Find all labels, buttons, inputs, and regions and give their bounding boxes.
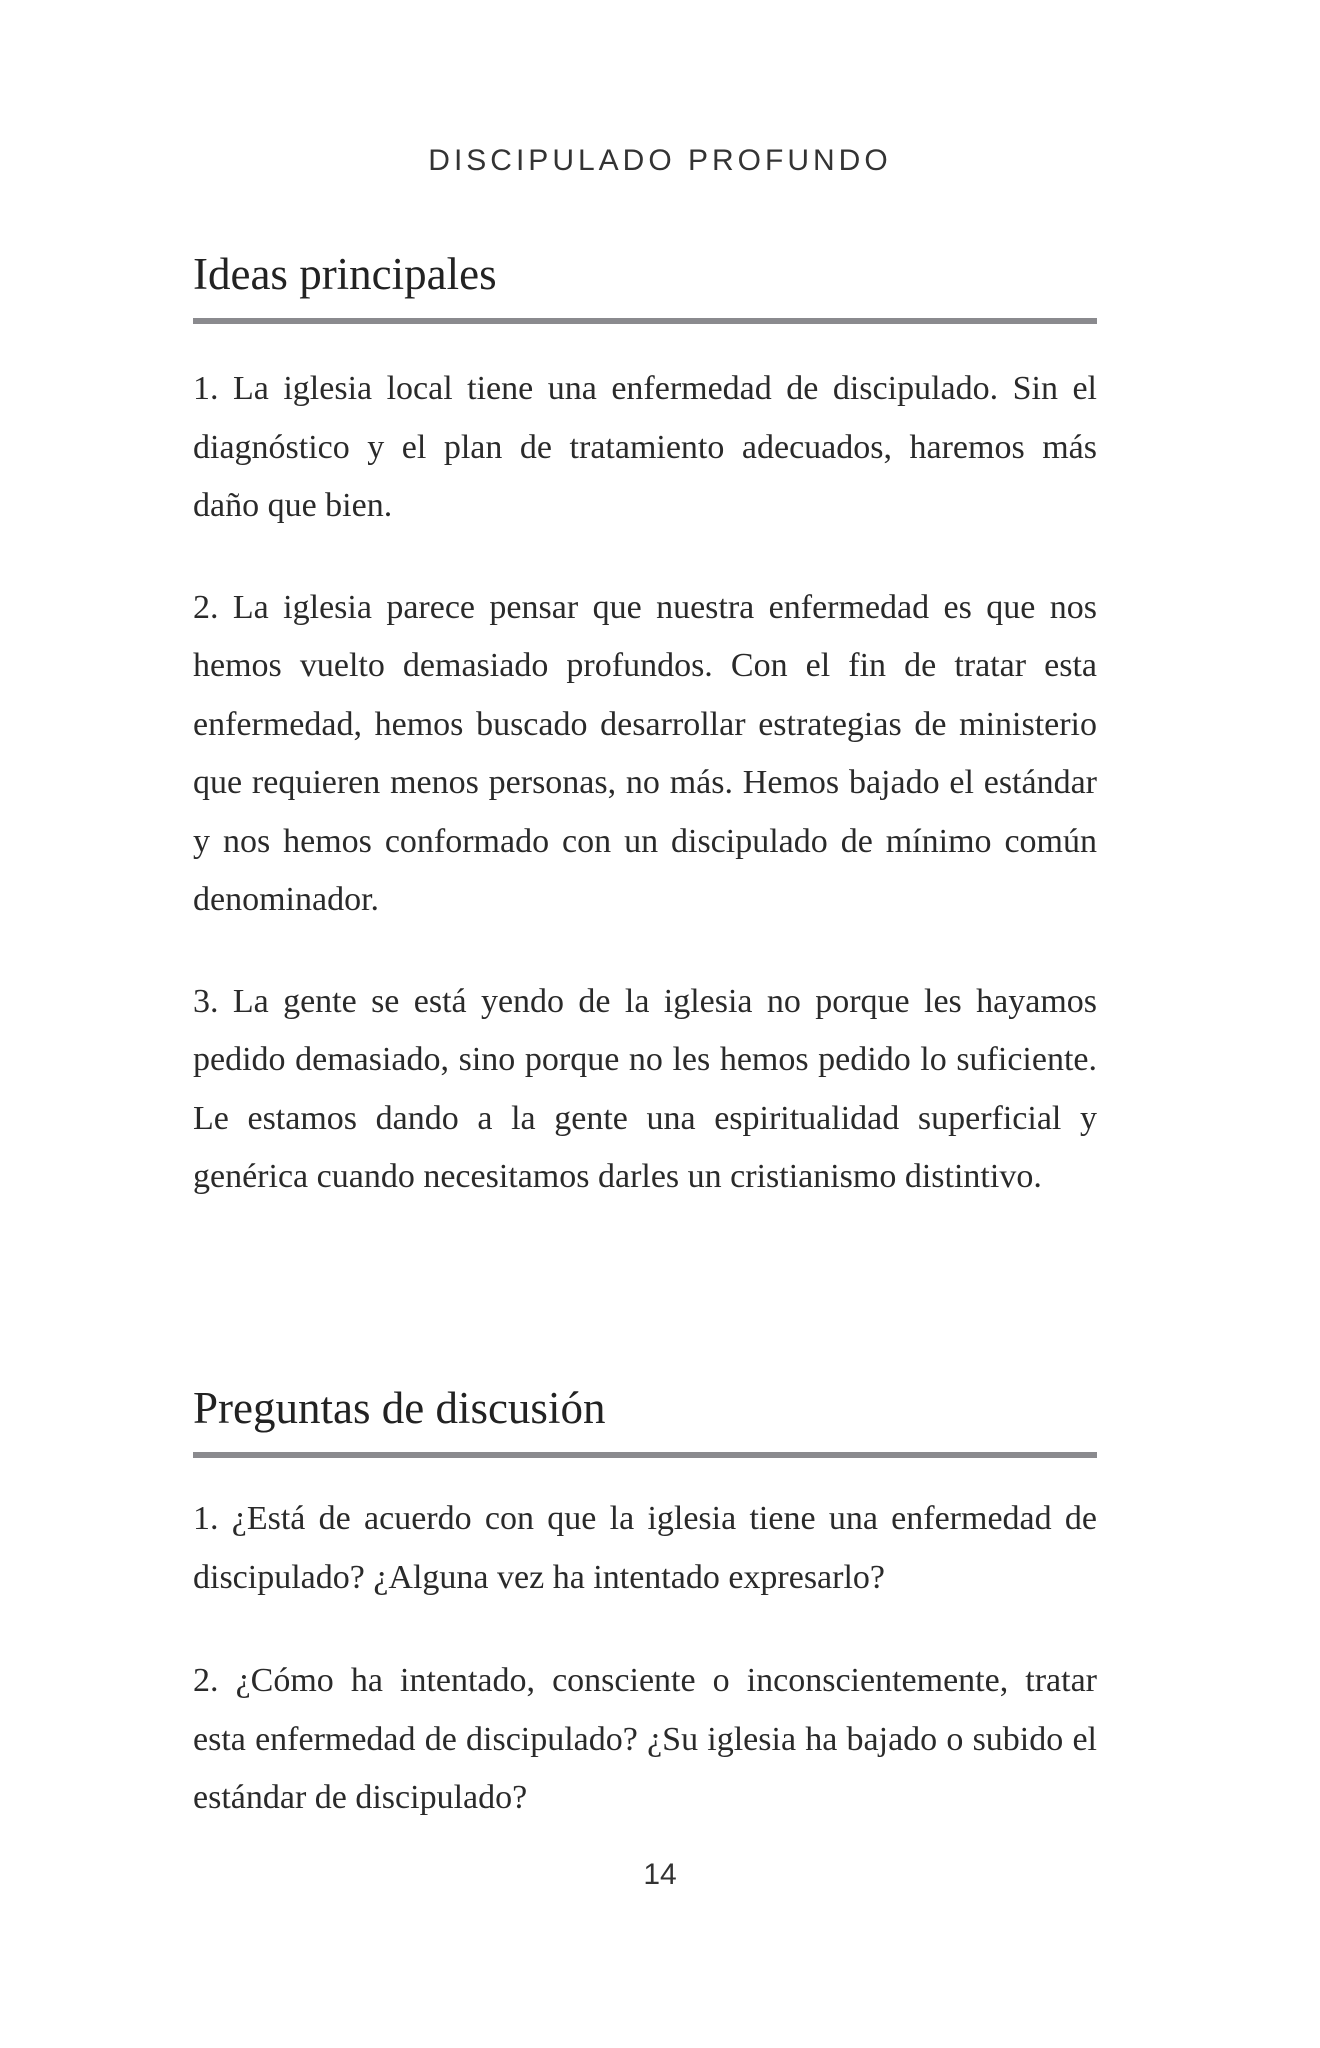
pregunta-item-1: 1. ¿Está de acuerdo con que la iglesia tiene una enfermedad de discipulado? ¿Alguna vez ha intentado expresarlo?	[193, 1500, 1097, 1596]
preguntas-title: Preguntas de discusión	[193, 1383, 606, 1433]
idea-item-2: 2. La iglesia parece pensar que nuestra enfermedad es que nos hemos vuelto demasiado profundos. Con el fin de tratar esta enfermedad, hemos buscado desarrollar estrategias de ministerio que requieren menos personas, no más. Hemos bajado el estándar y nos hemos conformado con un discipulado de mínimo común denominador.	[193, 588, 1097, 918]
page-number: 14	[643, 1858, 677, 1891]
ideas-rule	[193, 318, 1097, 324]
idea-item-3: 3. La gente se está yendo de la iglesia no porque les hayamos pedido demasiado, sino porque no les hemos pedido lo suficiente. Le estamos dando a la gente una espiritualidad superficial y genérica cuando necesitamos darles un cristianismo distintivo.	[193, 982, 1097, 1195]
pregunta-item-2: 2. ¿Cómo ha intentado, consciente o inconscientemente, tratar esta enfermedad de discipulado? ¿Su iglesia ha bajado o subido el estándar de discipulado?	[193, 1662, 1097, 1816]
running-head: DISCIPULADO PROFUNDO	[428, 144, 892, 177]
ideas-section	[193, 244, 1097, 1207]
preguntas-section	[193, 1378, 1097, 1828]
ideas-title: Ideas principales	[193, 249, 497, 299]
idea-item-1: 1. La iglesia local tiene una enfermedad de discipulado. Sin el diagnóstico y el plan de tratamiento adecuados, haremos más daño que bien.	[193, 370, 1097, 524]
preguntas-rule	[193, 1452, 1097, 1458]
